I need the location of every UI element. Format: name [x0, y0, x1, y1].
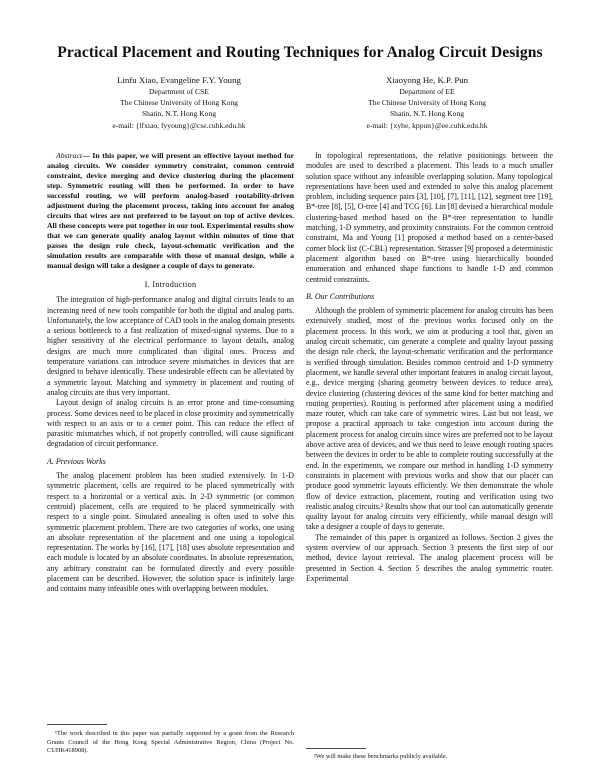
author-names: Linfu Xiao, Evangeline F.Y. Young — [117, 75, 241, 85]
footnote-2 — [306, 753, 553, 762]
author-city: Shatin, N.T. Hong Kong — [141, 109, 217, 119]
footnote-1 — [47, 730, 294, 756]
right-column — [306, 151, 553, 584]
previous-works-paragraph: The analog placement problem has been studied extensively. In 1-D symmetric placement, cells are required to be placed symmetrically with respect to a horizontal or a vertical axis. In 2-D symmetric (or common centroid) placement, cells are required to be placed symmetrically with respect to a single point. Simulated annealing is often used to solve this symmetric placement problem. There are two categories of works, one using an absolute representation of the placement and one using a topological representation. The works by [16], [17], [18] uses absolute representation and each module is located by an absolute coordinates. In absolute representation, any arbitrary constraint can be formulated directly and every possible placement can be described. However, the solution space is infinitely large and contains many infeasible ones with overlapping between modules. — [47, 471, 294, 594]
footnote-rule-right — [306, 748, 366, 749]
footnote-2-text: ²We will make these benchmarks publicly available. — [314, 753, 448, 760]
contributions-paragraph-1: Although the problem of symmetric placement for analog circuits has been extensively studied, most of the previous works focused only on the placement process. In this work, we aim at producing a tool that, given an analog circuit schematic, can generate a complete and quality layout passing the design rule check, the layout-schematic verification and the performance is verified through simulation. Besides common centroid and 1-D symmetry placement, we handle several other important features in analog circuit layout, e.g., device merging (sharing geometry between devices to reduce area), device clustering (clustering devices of the same kind for better matching and routing properties). Routing is performed after placement using a modified maze router, which can take care of symmetric wires. Last but not least, we propose a practical approach to take congestion into account during the placement process for analog circuits since wires are preferred not to be layout above active area of devices, and we thus need to leave enough routing spaces between the devices in order to be able to complete routing successfully at the end. In the experiments, we compare our method in handling 1-D symmetry constraints in placement with previous works and show that our placer can produce good symmetric layouts efficiently. We then demonstrate the whole flow of device extraction, placement, routing and verification using two realistic analog circuits.² Results show that our tool can automatically generate quality layout for analog circuits very efficiently, while manual design will take a designer a couple of days to generate. — [306, 306, 553, 532]
author-email: e-mail: {lfxiao, fyyoung}@cse.cuhk.edu.hk — [112, 120, 246, 130]
author-names: Xiaoyong He, K.P. Pun — [385, 75, 469, 85]
abstract-body: — In this paper, we will present an effective layout method for analog circuits. We consider symmetry constraint, common centroid constraint, device merging and device clustering during the placement step. Symmetric routing will then be performed. In order to have successful routing, we will perform analog-based routability-driven adjustment during the placement process, taking into account for analog circuits that wires are not preferred to be layout on top of active devices. All these concepts were put together in our tool. Experimental results show that we can generate quality analog layout within minutes of time that passes the design rule check, layout-schematic verification and the simulation results are comparable with those of manual design, while a manual design will take a designer a couple of days to generate. — [47, 151, 294, 270]
intro-paragraph-2: Layout design of analog circuits is an error prone and time-consuming process. Some devices need to be placed in close proximity and symmetrically with respect to an axis or to a center point. This can reduce the effect of parasitic mismatches which, if not properly controlled, will cause significant degradation of circuit performance. — [47, 398, 294, 449]
topological-paragraph: In topological representations, the relative positionings between the modules are used to described a placement. This leads to a much smaller solution space without any infeasible overlapping solution. Many topological representations have been used and extended to solve this analog placement problem, including sequence pairs [3], [10], [7], [11], [12], segment tree [19], B*-tree [8], [5], O-tree [4] and TCG [6]. Lin [8] devised a hierarchical module clustering-based method based on the B*-tree representation to handle matching, 1-D symmetry, and proximity constraints. For the common centroid constraint, Ma and Young [1] proposed a method based on a center-based corner block list (C-CBL) representation. Strasser [9] proposed a deterministic placement algorithm based on B*-tree using hierarchically bounded enumeration and enhanced shape functions to handle 1-D and common centroid constraints. — [306, 151, 553, 284]
author-university: The Chinese University of Hong Kong — [120, 98, 238, 108]
left-column — [47, 151, 294, 595]
author-city: Shatin, N.T. Hong Kong — [389, 109, 465, 119]
footnote-rule-left — [47, 724, 107, 725]
subsection-heading-contributions: B. Our Contributions — [306, 291, 375, 301]
author-affiliation-2 — [316, 74, 538, 131]
subsection-heading-previous-works: A. Previous Works — [47, 456, 106, 466]
paper-title: Practical Placement and Routing Techniques for Analog Circuit Designs — [57, 44, 543, 61]
abstract-lead: Abstract — [56, 151, 83, 160]
contributions-paragraph-2: The remainder of this paper is organized as follows. Section 2 gives the system overview of our approach. Section 3 presents the first step of our method, device layout retrieval. The analog placement process will be presented in Section 4. Section 5 describes the analog symmetric router. Experimental — [306, 532, 553, 583]
author-email: e-mail: {xyhe, kppun}@ee.cuhk.edu.hk — [366, 120, 488, 130]
intro-paragraph-1: The integration of high-performance analog and digital circuits leads to an increasing need of new tools compatible for both the digital and analog parts. Unfortunately, the low acceptance of CAD tools in the analog domain presents a serious bottleneck to a fast realization of mixed-signal systems. Due to a higher sensitivity of the electrical performance to layout details, analog designs are much more complicated than digital ones. Process and temperature variations can introduce severe mismatches in devices that are designed to behave identically. These undesirable effects can be alleviated by a symmetric layout. Matching and symmetry in placement and routing of analog circuits are thus very important. — [47, 295, 294, 397]
author-university: The Chinese University of Hong Kong — [368, 98, 486, 108]
section-heading-introduction: I. Introduction — [144, 280, 197, 289]
author-department: Department of EE — [399, 87, 455, 96]
author-affiliation-1 — [54, 74, 304, 131]
abstract — [47, 151, 294, 271]
author-department: Department of CSE — [149, 87, 209, 96]
footnote-1-text: ¹The work described in this paper was partially supported by a grant from the Research Grants Council of the Hong Kong Special Administrative Region, China (Project No. CUHK418908). — [47, 730, 294, 755]
